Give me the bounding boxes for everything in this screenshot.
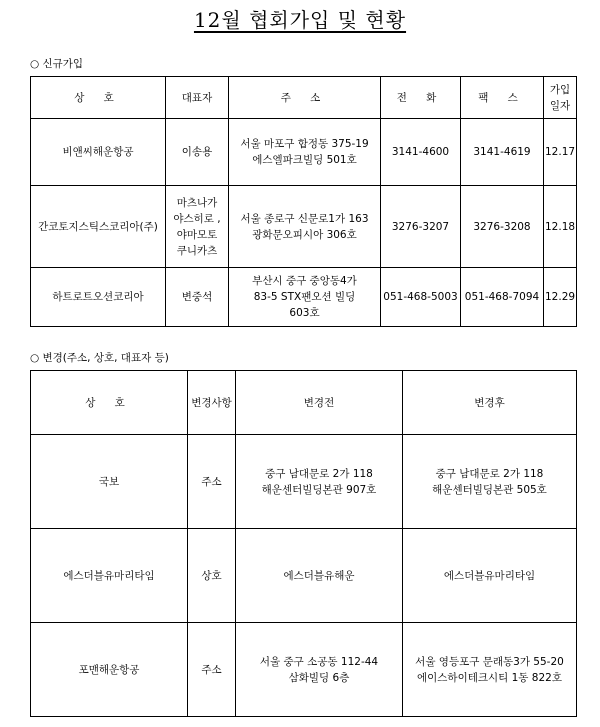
table-row	[31, 186, 577, 268]
page-title-text: 12월 협회가입 및 현황	[193, 8, 407, 32]
member-join-date: 12.17	[544, 119, 577, 186]
member-name: 하트로트오션코리아	[31, 268, 166, 327]
change-before: 서울 중구 소공동 112-44 삼화빌딩 6층	[236, 623, 403, 717]
member-rep: 마츠나가 야스히로 , 야마모토 쿠니카츠	[166, 186, 229, 268]
changes-table	[30, 370, 577, 717]
member-name: 비앤씨해운항공	[31, 119, 166, 186]
col-header-name: 상 호	[31, 77, 166, 119]
change-after: 에스더블유마리타임	[403, 529, 577, 623]
table-row	[31, 435, 577, 529]
member-fax: 3276-3208	[461, 186, 544, 268]
member-phone: 3276-3207	[381, 186, 461, 268]
changes-header-row	[31, 371, 577, 435]
col-header-after: 변경후	[403, 371, 577, 435]
table-row	[31, 529, 577, 623]
col-header-change-item: 변경사항	[188, 371, 236, 435]
change-after: 중구 남대문로 2가 118 해운센터빌딩본관 505호	[403, 435, 577, 529]
page-title	[0, 4, 600, 33]
member-rep: 이송용	[166, 119, 229, 186]
change-item: 상호	[188, 529, 236, 623]
change-item: 주소	[188, 623, 236, 717]
member-name: 간코토지스틱스코리아(주)	[31, 186, 166, 268]
member-address: 서울 마포구 합정동 375-19 에스엘파크빌딩 501호	[229, 119, 381, 186]
change-item: 주소	[188, 435, 236, 529]
col-header-join-date: 가입 일자	[544, 77, 577, 119]
col-header-rep: 대표자	[166, 77, 229, 119]
member-address: 서울 종로구 신문로1가 163 광화문오피시아 306호	[229, 186, 381, 268]
col-header-phone: 전 화	[381, 77, 461, 119]
change-before: 에스더블유해운	[236, 529, 403, 623]
member-rep: 변중석	[166, 268, 229, 327]
change-after: 서울 영등포구 문래동3가 55-20 에이스하이테크시티 1동 822호	[403, 623, 577, 717]
member-fax: 3141-4619	[461, 119, 544, 186]
member-phone: 051-468-5003	[381, 268, 461, 327]
table-row	[31, 268, 577, 327]
new-members-section-label: ○ 신규가입	[30, 58, 84, 70]
new-members-header-row	[31, 77, 577, 119]
member-phone: 3141-4600	[381, 119, 461, 186]
change-before: 중구 남대문로 2가 118 해운센터빌딩본관 907호	[236, 435, 403, 529]
member-join-date: 12.18	[544, 186, 577, 268]
col-header-address: 주 소	[229, 77, 381, 119]
member-address: 부산시 중구 중앙동4가 83-5 STX팬오션 빌딩 603호	[229, 268, 381, 327]
change-name: 국보	[31, 435, 188, 529]
change-name: 포맨해운항공	[31, 623, 188, 717]
col-header-fax: 팩 스	[461, 77, 544, 119]
member-join-date: 12.29	[544, 268, 577, 327]
table-row	[31, 623, 577, 717]
changes-section-label: ○ 변경(주소, 상호, 대표자 등)	[30, 352, 169, 364]
change-name: 에스더블유마리타임	[31, 529, 188, 623]
table-row	[31, 119, 577, 186]
member-fax: 051-468-7094	[461, 268, 544, 327]
new-members-table	[30, 76, 577, 327]
col-header-before: 변경전	[236, 371, 403, 435]
col-header-name: 상 호	[31, 371, 188, 435]
